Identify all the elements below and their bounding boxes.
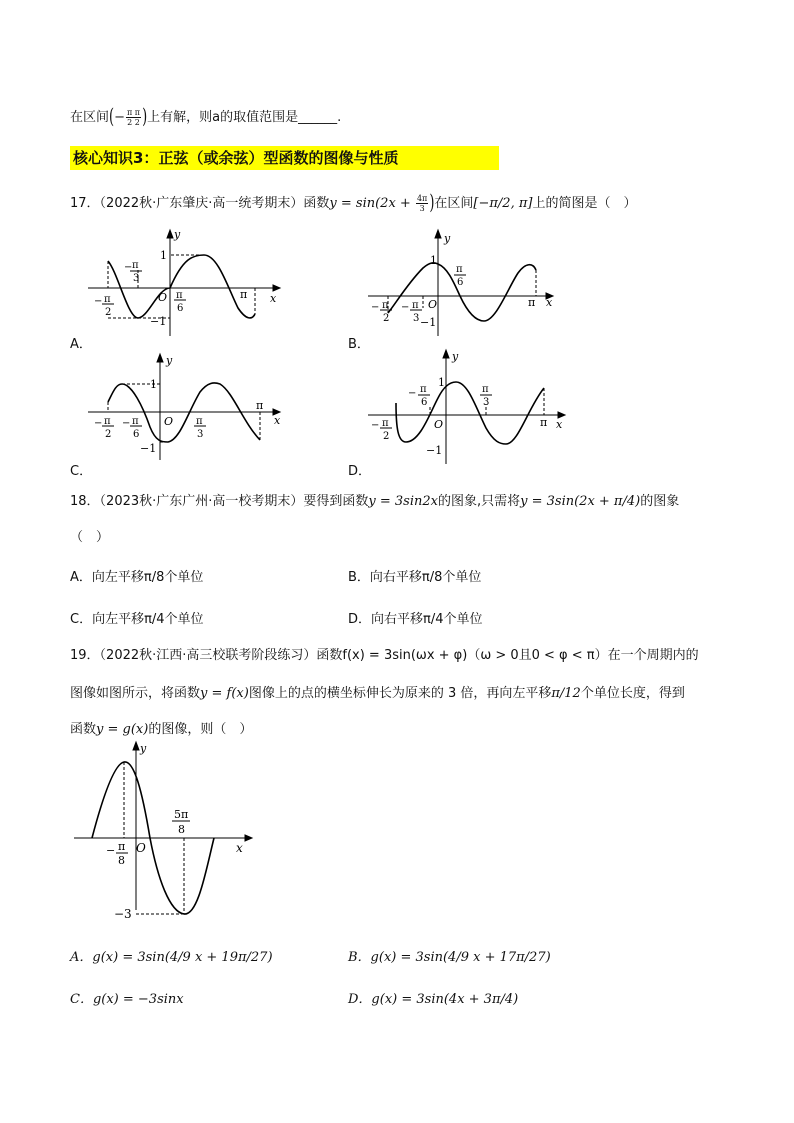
- q19-graph-y-label: y: [140, 742, 147, 755]
- q19-shift-fraction: π/12: [551, 686, 581, 701]
- q17-stem: 17．（2022秋·广东肇庆·高一统考期末）函数y = sin(2x + $\frac{4\pi}{3}$ )在区间[−π/2, π]上的简图是（ ）: [70, 191, 637, 216]
- graph-a-minus: −: [124, 262, 133, 273]
- graph-d-minus: −: [408, 388, 417, 399]
- q19-graph-minus: −: [106, 844, 116, 857]
- q19-graph-tick-pi: π: [118, 840, 126, 853]
- graph-b-tick-6: 6: [457, 277, 464, 288]
- graph-d-origin: O: [434, 418, 444, 431]
- graph-c-tick-pi6: π: [132, 416, 139, 427]
- q18-option-a[interactable]: A．向左平移π/8个单位: [70, 570, 204, 585]
- graph-c-neg-one: −1: [140, 442, 157, 455]
- q18-option-c[interactable]: C．向左平移π/4个单位: [70, 612, 204, 627]
- graph-a-minus2: −: [94, 296, 103, 307]
- graph-c-tick-6: 6: [133, 429, 140, 440]
- interval-fraction: $\frac{\text{π π}}{2 2}$: [127, 108, 141, 127]
- q17-option-b[interactable]: B．: [348, 337, 370, 352]
- q17-option-c[interactable]: C．: [70, 464, 93, 479]
- graph-c-origin: O: [164, 415, 174, 428]
- q19-line-1: 19．（2022秋·江西·高三校联考阶段练习）函数f(x) = 3sin(ωx + φ)（ω > 0且0 < φ < π）在一个周期内的: [70, 648, 699, 663]
- graph-d-tick-pi3: π: [482, 384, 489, 395]
- graph-d-tick-6: 6: [421, 397, 428, 408]
- graph-a-y-label: y: [174, 228, 181, 241]
- graph-d-tick-2: 2: [383, 431, 390, 442]
- graph-b-tick-pi2: π: [382, 300, 389, 311]
- graph-c-tick-pi3: π: [196, 416, 203, 427]
- graph-a-tick-6: 6: [177, 303, 184, 314]
- q19-line-2: 图像如图所示，将函数y = f(x)图像上的点的横坐标伸长为原来的 3 倍，再向左平移π/12个单位长度，得到: [70, 686, 685, 701]
- q19-option-c[interactable]: C．g(x) = −3sinx: [70, 992, 184, 1007]
- q19-graph-origin: O: [136, 841, 146, 855]
- q18-option-b[interactable]: B．向右平移π/8个单位: [348, 570, 482, 585]
- q19-option-b[interactable]: B．g(x) = 3sin(4/9 x + 17π/27): [348, 950, 551, 965]
- graph-d-minus2: −: [371, 420, 380, 431]
- q19-graph: [70, 740, 260, 925]
- q19-option-a[interactable]: A．g(x) = 3sin(4/9 x + 19π/27): [70, 950, 273, 965]
- q17-function: y = sin(2x +: [329, 196, 415, 211]
- graph-c-tick-3: 3: [197, 429, 204, 440]
- graph-b-origin: O: [428, 298, 438, 311]
- graph-a-x-label: x: [270, 292, 277, 305]
- graph-c-minus2: −: [122, 418, 131, 429]
- graph-a-tick-pi3: π: [132, 260, 139, 271]
- graph-b-minus: −: [371, 302, 380, 313]
- q19-graph-neg3: −3: [114, 907, 132, 921]
- graph-d-neg-one: −1: [426, 444, 443, 457]
- q17-graph-a: [88, 228, 288, 338]
- graph-b-tick-2: 2: [383, 313, 390, 324]
- graph-c-x-label: x: [274, 414, 281, 427]
- graph-d-one: 1: [438, 376, 445, 389]
- graph-c-tick-pi2: π: [104, 416, 111, 427]
- graph-d-y-label: y: [452, 350, 459, 363]
- q18-stem: 18．（2023秋·广东广州·高一校考期末）要得到函数y = 3sin2x的图象,只需将y = 3sin(2x + π/4)的图象: [70, 494, 680, 509]
- q19-f-function: y = f(x): [200, 686, 249, 701]
- intro-line: 在区间(− $\frac{\text{π π}}{2 2}$ )上有解，则a的取值范围是______.: [70, 105, 342, 130]
- graph-c-one: 1: [150, 378, 157, 391]
- q19-option-d[interactable]: D．g(x) = 3sin(4x + 3π/4): [348, 992, 519, 1007]
- graph-a-pi: π: [240, 288, 248, 301]
- graph-d-tick-3: 3: [483, 397, 490, 408]
- q19-graph-x-label: x: [236, 841, 243, 855]
- graph-b-minus2: −: [401, 302, 410, 313]
- q18-target-function: y = 3sin2x: [368, 494, 438, 509]
- q17-graph-c: [88, 352, 288, 462]
- q17-option-a[interactable]: A．: [70, 337, 92, 352]
- graph-b-tick-pi3: π: [412, 300, 419, 311]
- section-heading: 核心知识3：正弦（或余弦）型函数的图像与性质: [70, 146, 499, 170]
- q19-graph-tick-5pi: 5π: [174, 808, 189, 821]
- graph-b-neg-one: −1: [420, 316, 437, 329]
- q18-answer-paren: （ ）: [70, 530, 110, 545]
- q17-interval: [−π/2, π]: [473, 196, 533, 211]
- graph-c-minus: −: [94, 418, 103, 429]
- graph-b-x-label: x: [546, 296, 553, 309]
- graph-d-tick-pi6: π: [420, 384, 427, 395]
- graph-b-y-label: y: [444, 232, 451, 245]
- intro-suffix: 上有解，则a的取值范围是______.: [147, 110, 342, 125]
- graph-a-tick-2: 2: [105, 307, 112, 318]
- q17-graph-b: [368, 228, 568, 338]
- q19-graph-tick-8: 8: [178, 823, 185, 836]
- q19-graph-tick-8b: 8: [118, 854, 125, 867]
- q19-line-3: 函数y = g(x)的图像，则（ ）: [70, 722, 253, 737]
- graph-b-tick-3: 3: [413, 313, 420, 324]
- graph-b-one: 1: [430, 254, 437, 267]
- q18-option-d[interactable]: D．向右平移π/4个单位: [348, 612, 483, 627]
- q17-option-d[interactable]: D．: [348, 464, 372, 479]
- graph-a-tick-pi2: π: [104, 294, 111, 305]
- graph-a-one: 1: [160, 249, 167, 262]
- q19-g-function: y = g(x): [96, 722, 149, 737]
- intro-prefix: 在区间: [70, 110, 110, 125]
- q17-graph-d: [368, 348, 578, 466]
- graph-a-tick-3: 3: [133, 273, 140, 284]
- graph-a-tick-pi6: π: [176, 290, 183, 301]
- graph-c-y-label: y: [166, 354, 173, 367]
- graph-d-pi: π: [540, 416, 548, 429]
- graph-b-pi: π: [528, 296, 536, 309]
- graph-c-pi: π: [256, 399, 264, 412]
- graph-a-neg-one: −1: [150, 315, 167, 328]
- graph-c-tick-2: 2: [105, 429, 112, 440]
- graph-d-x-label: x: [556, 418, 563, 431]
- graph-a-origin: O: [158, 291, 168, 304]
- q18-source-function: y = 3sin(2x + π/4): [520, 494, 641, 509]
- graph-b-tick-pi6: π: [456, 264, 463, 275]
- graph-d-tick-pi2: π: [382, 418, 389, 429]
